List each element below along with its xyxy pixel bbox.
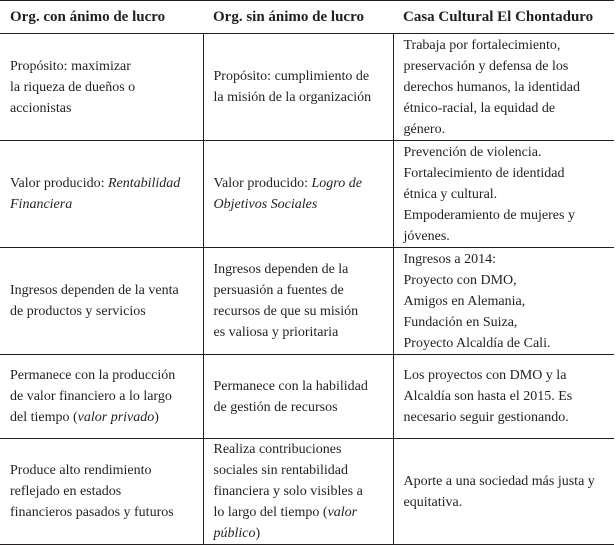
cell-line: jóvenes. — [403, 228, 450, 244]
cell-italic: valor privado — [77, 410, 155, 425]
header-con-lucro: Org. con ánimo de lucro — [0, 1, 203, 34]
table-row-rendimiento — [0, 439, 614, 545]
cell-line: Realiza contribuciones — [213, 442, 342, 457]
cell-line: sociales sin rentabilidad — [213, 463, 349, 478]
cell-line: Ingresos dependen de la — [213, 262, 349, 277]
cell-lucro — [0, 248, 203, 355]
cell-line: Empoderamiento de mujeres y — [403, 207, 575, 223]
cell-line: Proyecto Alcaldía de Cali. — [403, 335, 551, 351]
cell-text: Valor producido: — [213, 176, 312, 191]
cell-lucro — [0, 34, 203, 141]
cell-line: financieros pasados y futuros — [10, 505, 174, 520]
cell-sin-lucro — [203, 439, 393, 545]
cell-italic: Logro de — [311, 176, 362, 191]
cell-line: Propósito: cumplimiento de — [213, 69, 370, 84]
cell-sin-lucro — [203, 355, 393, 439]
cell-text: del tiempo ( — [10, 410, 78, 425]
cell-italic: valor — [327, 505, 358, 520]
table-row-permanencia — [0, 355, 614, 439]
cell-casa — [393, 248, 614, 355]
cell-text: Valor producido: — [10, 176, 108, 191]
cell-lucro — [0, 439, 203, 545]
cell-text: ) — [154, 410, 159, 425]
cell-italic: Financiera — [10, 197, 73, 212]
cell-line: Permanece con la habilidad — [213, 378, 368, 394]
cell-casa — [393, 34, 614, 141]
cell-line: de gestión de recursos — [213, 399, 338, 415]
table-row-proposito — [0, 34, 614, 141]
cell-line: Aporte a una sociedad más justa y — [403, 473, 595, 489]
cell-lucro — [0, 355, 203, 439]
cell-line: es valiosa y prioritaria — [213, 325, 339, 340]
cell-line: étnico-racial, la equidad de — [403, 100, 556, 116]
cell-line: Trabaja por fortalecimiento, — [403, 37, 561, 53]
cell-line: recursos de que su misión — [213, 304, 359, 319]
cell-line: Fortalecimiento de identidad — [403, 165, 565, 181]
cell-line: Produce alto rendimiento — [10, 463, 152, 478]
cell-line: necesario seguir gestionando. — [403, 410, 569, 425]
cell-text: lo largo del tiempo ( — [213, 505, 328, 520]
cell-line: preservación y defensa de los — [403, 58, 569, 74]
header-sin-lucro: Org. sin ánimo de lucro — [203, 1, 393, 34]
cell-line: género. — [403, 121, 446, 137]
cell-line: Amigos en Alemania, — [403, 293, 526, 309]
cell-line: accionistas — [10, 100, 72, 116]
cell-line: derechos humanos, la identidad — [403, 79, 581, 95]
cell-casa — [393, 141, 614, 248]
cell-sin-lucro — [203, 141, 393, 248]
header-row — [0, 1, 614, 34]
table-row-ingresos — [0, 248, 614, 355]
cell-line: Ingresos a 2014: — [403, 251, 497, 267]
cell-line: étnica y cultural. — [403, 186, 498, 202]
cell-sin-lucro — [203, 248, 393, 355]
cell-sin-lucro — [203, 34, 393, 141]
cell-italic: público — [213, 526, 256, 541]
cell-line: Propósito: maximizar — [10, 58, 131, 74]
cell-line: equitativa. — [403, 494, 463, 510]
cell-line: persuasión a fuentes de — [213, 283, 344, 298]
cell-line: de valor financiero a lo largo — [10, 389, 172, 404]
cell-line: Alcaldía son hasta el 2015. Es — [403, 389, 573, 404]
cell-line: Ingresos dependen de la venta — [10, 283, 179, 298]
table-row-valor-producido — [0, 141, 614, 248]
cell-italic: Objetivos Sociales — [213, 197, 318, 212]
cell-line: la riqueza de dueños o — [10, 79, 136, 95]
cell-line: Fundación en Suiza, — [403, 314, 518, 330]
cell-line: financiera y solo visibles a — [213, 484, 363, 499]
cell-italic: Rentabilidad — [107, 176, 181, 191]
cell-line: de productos y servicios — [10, 304, 146, 319]
cell-casa — [393, 439, 614, 545]
cell-line: la misión de la organización — [213, 90, 372, 105]
header-casa-cultural: Casa Cultural El Chontaduro — [393, 1, 614, 34]
cell-line: Permanece con la producción — [10, 368, 176, 383]
cell-line: Proyecto con DMO, — [403, 272, 517, 288]
cell-line: reflejado en estados — [10, 484, 122, 499]
cell-line: Los proyectos con DMO y la — [403, 368, 567, 383]
cell-line: Prevención de violencia. — [403, 144, 542, 160]
cell-casa — [393, 355, 614, 439]
cell-lucro — [0, 141, 203, 248]
cell-text: ) — [255, 526, 261, 541]
